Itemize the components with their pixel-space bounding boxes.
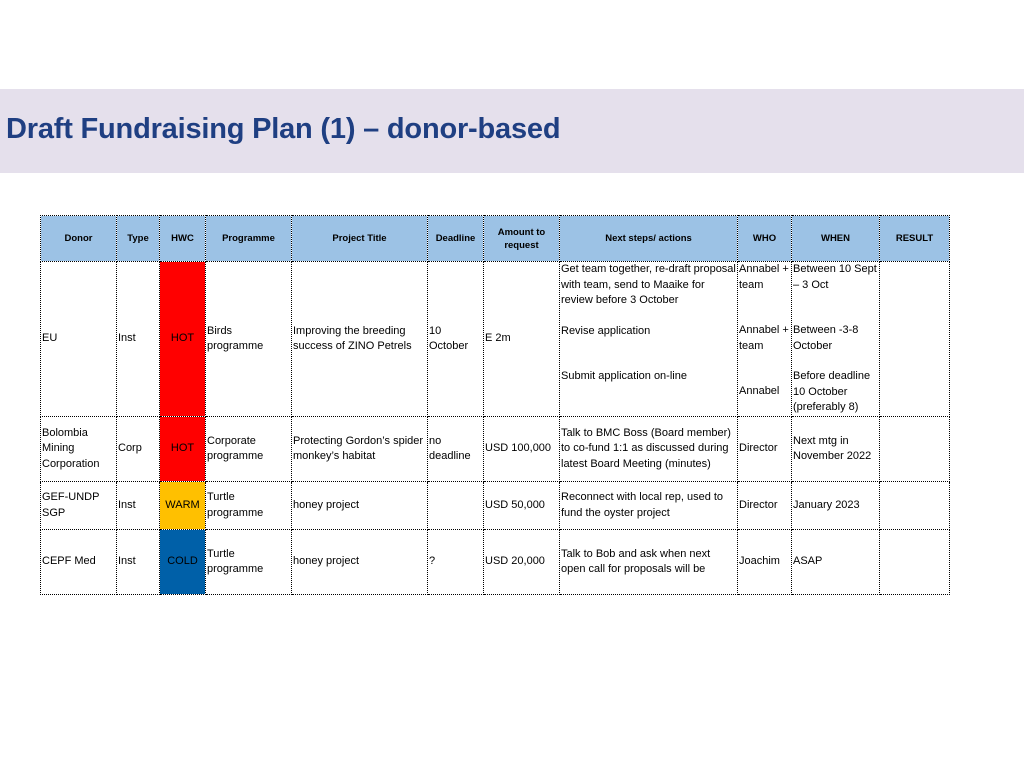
cell-programme: Turtle programme — [206, 530, 292, 595]
cell-result — [880, 417, 950, 482]
header-type: Type — [117, 216, 160, 262]
cell-programme: Turtle programme — [206, 482, 292, 530]
next-step-3: Submit application on-line — [561, 370, 687, 382]
cell-type: Inst — [117, 530, 160, 595]
cell-amount: USD 20,000 — [484, 530, 560, 595]
header-hwc: HWC — [160, 216, 206, 262]
cell-donor: Bolombia Mining Corporation — [41, 417, 117, 482]
table-row — [41, 482, 950, 530]
cell-programme: Corporate programme — [206, 417, 292, 482]
cell-project-title: honey project — [292, 482, 428, 530]
cell-who: Joachim — [738, 530, 792, 595]
cell-hwc: WARM — [160, 482, 206, 530]
cell-hwc: HOT — [160, 262, 206, 417]
cell-next-steps: Talk to Bob and ask when next open call for proposals will be — [560, 530, 738, 595]
cell-next-steps — [560, 262, 738, 417]
cell-who — [738, 262, 792, 417]
cell-donor: EU — [41, 262, 117, 417]
who-1: Annabel + team — [739, 263, 789, 291]
who-3: Annabel — [739, 385, 780, 397]
cell-hwc: HOT — [160, 417, 206, 482]
cell-type: Corp — [117, 417, 160, 482]
header-result: RESULT — [880, 216, 950, 262]
cell-donor: CEPF Med — [41, 530, 117, 595]
header-programme: Programme — [206, 216, 292, 262]
next-step-2: Revise application — [561, 324, 651, 337]
cell-result — [880, 482, 950, 530]
fundraising-table — [40, 215, 950, 595]
cell-who: Director — [738, 482, 792, 530]
header-project-title: Project Title — [292, 216, 428, 262]
cell-next-steps: Reconnect with local rep, used to fund the oyster project — [560, 482, 738, 530]
cell-when — [792, 262, 880, 417]
table-row — [41, 262, 950, 417]
cell-amount: E 2m — [484, 262, 560, 417]
header-who: WHO — [738, 216, 792, 262]
cell-project-title: Improving the breeding success of ZINO Petrels — [292, 262, 428, 417]
cell-type: Inst — [117, 482, 160, 530]
cell-deadline: no deadline — [428, 417, 484, 482]
table-row — [41, 530, 950, 595]
header-next-steps: Next steps/ actions — [560, 216, 738, 262]
cell-when: ASAP — [792, 530, 880, 595]
cell-hwc: COLD — [160, 530, 206, 595]
header-when: WHEN — [792, 216, 880, 262]
header-deadline: Deadline — [428, 216, 484, 262]
header-donor: Donor — [41, 216, 117, 262]
cell-project-title: Protecting Gordon’s spider monkey’s habitat — [292, 417, 428, 482]
when-3: Before deadline 10 October (preferably 8) — [793, 370, 871, 413]
next-step-1: Get team together, re-draft proposal with team, send to Maaike for review before 3 October — [561, 263, 736, 306]
cell-result — [880, 530, 950, 595]
cell-next-steps: Talk to BMC Boss (Board member) to co-fund 1:1 as discussed during latest Board Meeting (minutes) — [560, 417, 738, 482]
cell-donor: GEF-UNDP SGP — [41, 482, 117, 530]
who-2: Annabel + team — [739, 324, 789, 352]
cell-deadline — [428, 482, 484, 530]
cell-result — [880, 262, 950, 417]
cell-programme: Birds programme — [206, 262, 292, 417]
cell-amount: USD 100,000 — [484, 417, 560, 482]
cell-type: Inst — [117, 262, 160, 417]
cell-deadline: 10 October — [428, 262, 484, 417]
table-row — [41, 417, 950, 482]
header-amount: Amount to request — [484, 216, 560, 262]
cell-amount: USD 50,000 — [484, 482, 560, 530]
cell-when: Next mtg in November 2022 — [792, 417, 880, 482]
cell-when: January 2023 — [792, 482, 880, 530]
when-2: Between -3-8 October — [793, 324, 859, 352]
page-title: Draft Fundraising Plan (1) – donor-based — [6, 113, 561, 145]
cell-deadline: ? — [428, 530, 484, 595]
header-row — [41, 216, 950, 262]
when-1: Between 10 Sept – 3 Oct — [793, 263, 877, 291]
cell-who: Director — [738, 417, 792, 482]
cell-project-title: honey project — [292, 530, 428, 595]
